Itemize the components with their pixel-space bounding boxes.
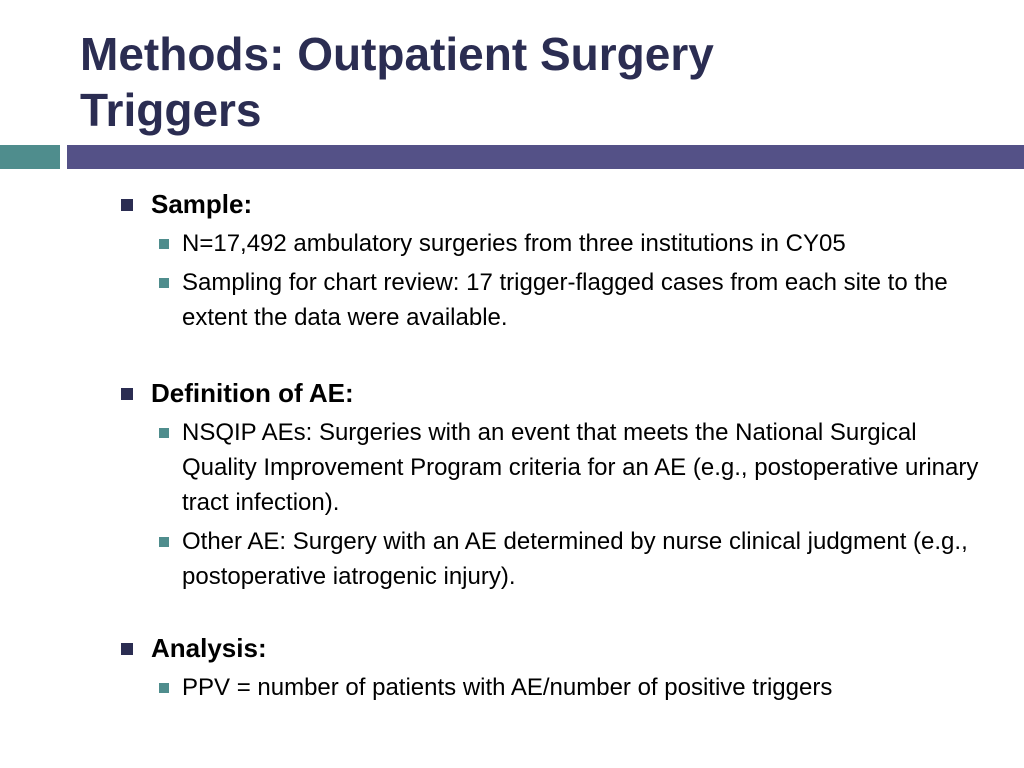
title-line-1: Methods: Outpatient Surgery	[80, 28, 714, 80]
section-definition	[0, 375, 1024, 594]
bullet-text: PPV = number of patients with AE/number of positive triggers	[182, 674, 833, 701]
square-bullet-icon	[159, 428, 169, 438]
accent-bar-navy	[67, 145, 1024, 169]
square-bullet-icon	[121, 643, 133, 655]
bullet-level1	[0, 630, 1024, 666]
square-bullet-icon	[159, 683, 169, 693]
accent-bar-teal	[0, 145, 60, 169]
bullet-text: NSQIP AEs: Surgeries with an event that meets the National Surgical Quality Improvement Program criteria for an AE (e.g., postoperative urinary tract infection).	[182, 419, 979, 516]
section-heading: Sample:	[151, 189, 253, 219]
section-heading: Analysis:	[151, 633, 267, 663]
square-bullet-icon	[159, 278, 169, 288]
bullet-text: Sampling for chart review: 17 trigger-flagged cases from each site to the extent the data were available.	[182, 269, 948, 331]
bullet-level2	[0, 524, 1024, 594]
slide-title	[80, 26, 980, 138]
square-bullet-icon	[159, 537, 169, 547]
bullet-level1	[0, 375, 1024, 411]
bullet-level2	[0, 415, 1024, 520]
bullet-level2	[0, 265, 1024, 335]
bullet-level2	[0, 670, 1024, 705]
bullet-level2	[0, 226, 1024, 261]
square-bullet-icon	[159, 239, 169, 249]
bullet-text: Other AE: Surgery with an AE determined by nurse clinical judgment (e.g., postoperative iatrogenic injury).	[182, 528, 968, 590]
slide-content	[0, 186, 1024, 705]
square-bullet-icon	[121, 388, 133, 400]
square-bullet-icon	[121, 199, 133, 211]
section-sample	[0, 186, 1024, 335]
bullet-level1	[0, 186, 1024, 222]
section-heading: Definition of AE:	[151, 378, 354, 408]
bullet-text: N=17,492 ambulatory surgeries from three institutions in CY05	[182, 230, 846, 257]
title-line-2: Triggers	[80, 84, 262, 136]
section-analysis	[0, 630, 1024, 705]
